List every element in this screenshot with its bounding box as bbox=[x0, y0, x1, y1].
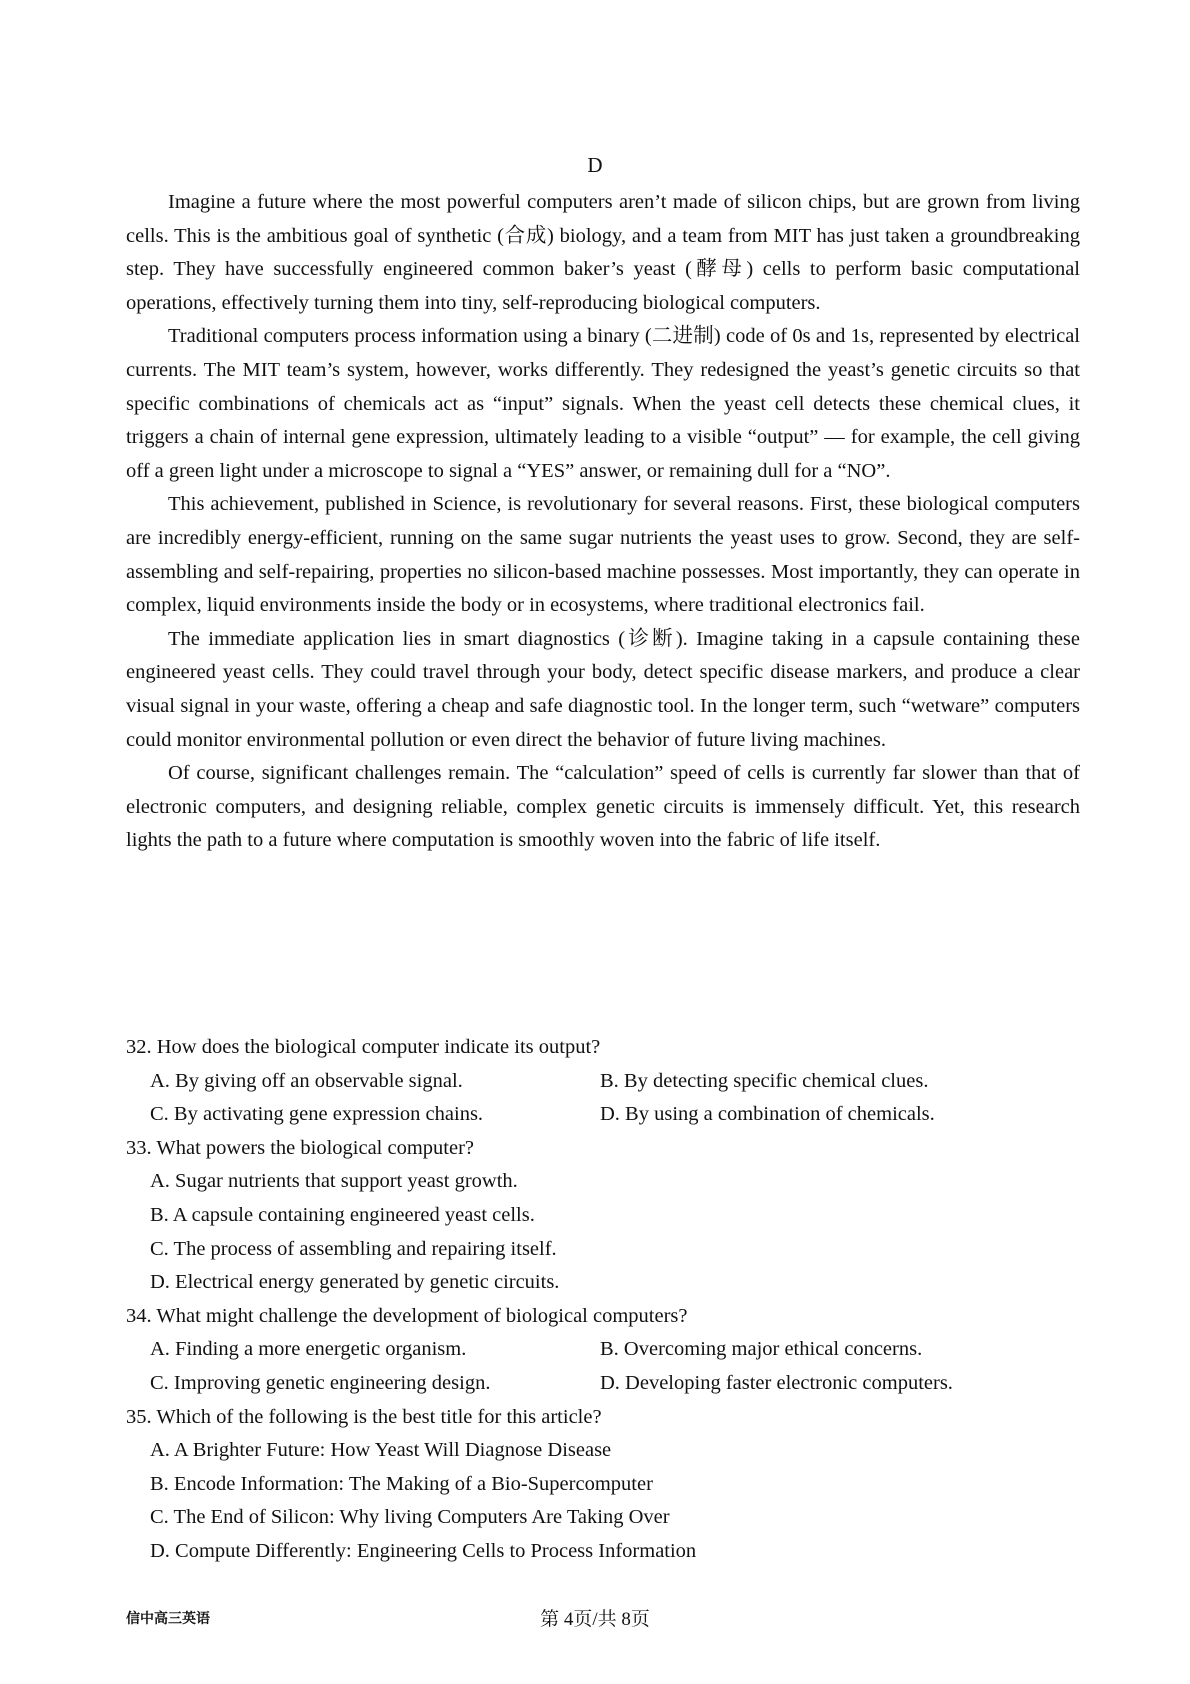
passage-paragraph-3: This achievement, published in Science, is revolutionary for several reasons. First, these biological computers are incredibly energy-efficient, running on the same sugar nutrients the yeast uses to grow. Second, they are self-assembling and self-repairing, properties no silicon-based machine possesses. Most importantly, they can operate in complex, liquid environments inside the body or in ecosystems, where traditional electronics fail. bbox=[126, 493, 1080, 617]
option-a: A. By giving off an observable signal. bbox=[150, 1069, 463, 1092]
question-32 bbox=[126, 1031, 1086, 1132]
option-a: A. A Brighter Future: How Yeast Will Diagnose Disease bbox=[150, 1439, 612, 1462]
option-c: C. The process of assembling and repairing itself. bbox=[150, 1237, 557, 1260]
question-34 bbox=[126, 1300, 1086, 1401]
question-stem: 34. What might challenge the development of biological computers? bbox=[126, 1304, 688, 1327]
option-c: C. Improving genetic engineering design. bbox=[150, 1371, 491, 1394]
option-b: B. Encode Information: The Making of a Bio-Supercomputer bbox=[150, 1472, 653, 1495]
option-c: C. The End of Silicon: Why living Computers Are Taking Over bbox=[150, 1506, 670, 1529]
option-list bbox=[150, 1165, 1086, 1299]
passage-paragraph-1: Imagine a future where the most powerful computers aren’t made of silicon chips, but are grown from living cells. This is the ambitious goal of synthetic (合成) biology, and a team from MIT has just taken a groundbreaking step. They have successfully engineered common baker’s yeast (酵母) cells to perform basic computational operations, effectively turning them into tiny, self-reproducing biological computers. bbox=[126, 191, 1080, 314]
option-c: C. By activating gene expression chains. bbox=[150, 1103, 484, 1126]
option-a: A. Sugar nutrients that support yeast growth. bbox=[150, 1170, 518, 1193]
question-list bbox=[126, 1031, 1086, 1569]
passage-paragraph-2: Traditional computers process information using a binary (二进制) code of 0s and 1s, represented by electrical currents. The MIT team’s system, however, works differently. They redesigned the yeast’s genetic circuits so that specific combinations of chemicals act as “input” signals. When the yeast cell detects these chemical clues, it triggers a chain of internal gene expression, ultimately leading to a visible “output” — for example, the cell giving off a green light under a microscope to signal a “YES” answer, or remaining dull for a “NO”. bbox=[126, 325, 1080, 482]
option-grid bbox=[150, 1065, 1086, 1132]
passage-paragraph-5: Of course, significant challenges remain. The “calculation” speed of cells is currently far slower than that of electronic computers, and designing reliable, complex genetic circuits is immensely difficult. Yet, this research lights the path to a future where computation is smoothly woven into the fabric of life itself. bbox=[126, 762, 1080, 852]
option-d: D. Compute Differently: Engineering Cells to Process Information bbox=[150, 1539, 697, 1562]
footer-page-number: 第 4页/共 8页 bbox=[540, 1609, 650, 1630]
option-d: D. By using a combination of chemicals. bbox=[600, 1103, 935, 1126]
option-b: B. Overcoming major ethical concerns. bbox=[600, 1338, 923, 1361]
footer-exam-name: 信中高三英语 bbox=[126, 1611, 210, 1627]
question-stem: 33. What powers the biological computer? bbox=[126, 1136, 475, 1159]
option-d: D. Developing faster electronic computers. bbox=[600, 1371, 953, 1394]
option-b: B. By detecting specific chemical clues. bbox=[600, 1069, 929, 1092]
option-list bbox=[150, 1434, 1086, 1568]
option-b: B. A capsule containing engineered yeast cells. bbox=[150, 1203, 535, 1226]
option-d: D. Electrical energy generated by genetic circuits. bbox=[150, 1271, 560, 1294]
reading-passage bbox=[126, 186, 1080, 858]
question-33 bbox=[126, 1132, 1086, 1300]
question-stem: 35. Which of the following is the best title for this article? bbox=[126, 1405, 602, 1428]
question-35 bbox=[126, 1401, 1086, 1569]
section-letter: D bbox=[587, 153, 603, 177]
passage-paragraph-4: The immediate application lies in smart diagnostics (诊断). Imagine taking in a capsule containing these engineered yeast cells. They could travel through your body, detect specific disease markers, and produce a clear visual signal in your waste, offering a cheap and safe diagnostic tool. In the longer term, such “wetware” computers could monitor environmental pollution or even direct the behavior of future living machines. bbox=[126, 627, 1080, 751]
option-grid bbox=[150, 1333, 1086, 1400]
option-a: A. Finding a more energetic organism. bbox=[150, 1338, 467, 1361]
question-stem: 32. How does the biological computer indicate its output? bbox=[126, 1036, 601, 1058]
